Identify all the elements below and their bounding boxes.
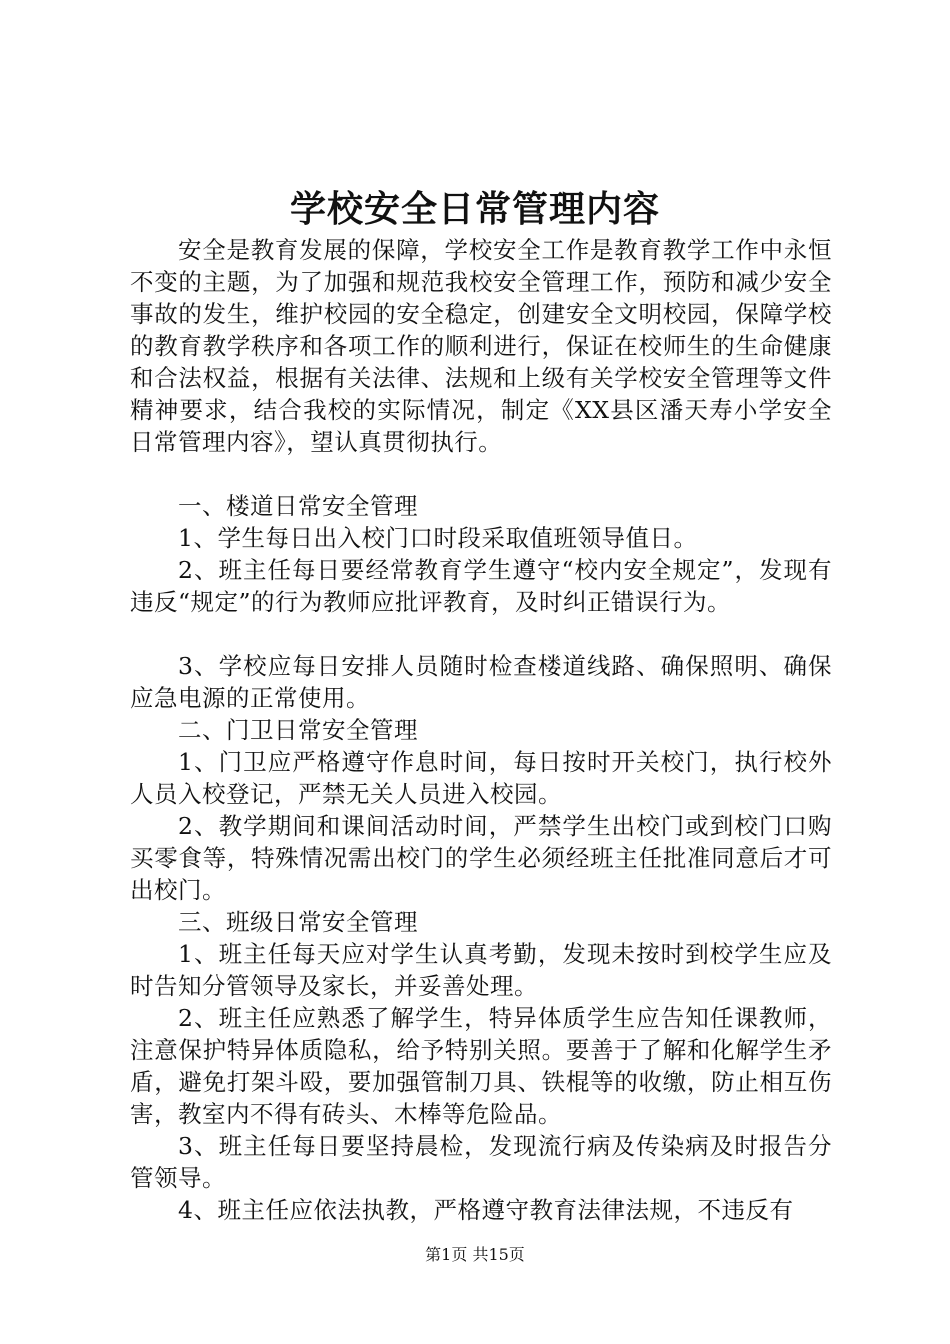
intro-paragraph: 安全是教育发展的保障，学校安全工作是教育教学工作中永恒不变的主题，为了加强和规范我校安全管理工作，预防和减少安全事故的发生，维护校园的安全稳定，创建安全文明校园，保障学校的教育教学秩序和各项工作的顺利进行，保证在校师生的生命健康和合法权益，根据有关法律、法规和上级有关学校安全管理等文件精神要求，结合我校的实际情况，制定《XX县区潘天寿小学安全日常管理内容》，望认真贯彻执行。 bbox=[130, 236, 832, 456]
page-footer: 第1页 共15页 bbox=[425, 1245, 525, 1264]
section-heading-3: 三、班级日常安全管理 bbox=[178, 908, 418, 936]
section-heading-1: 一、楼道日常安全管理 bbox=[178, 492, 418, 520]
document-body bbox=[130, 234, 832, 1226]
section-3-item-3: 3、班主任每日要坚持晨检，发现流行病及传染病及时报告分管领导。 bbox=[130, 1132, 832, 1192]
section-1-item-3: 3、学校应每日安排人员随时检查楼道线路、确保照明、确保应急电源的正常使用。 bbox=[130, 652, 832, 712]
section-heading-2: 二、门卫日常安全管理 bbox=[178, 716, 418, 744]
section-1-item-2: 2、班主任每日要经常教育学生遵守“校内安全规定”，发现有违反“规定”的行为教师应批评教育，及时纠正错误行为。 bbox=[130, 556, 832, 616]
section-3-item-1: 1、班主任每天应对学生认真考勤，发现未按时到校学生应及时告知分管领导及家长，并妥善处理。 bbox=[130, 940, 832, 1000]
section-1-item-1: 1、学生每日出入校门口时段采取值班领导值日。 bbox=[178, 524, 698, 552]
paragraph-gap bbox=[130, 618, 832, 650]
section-3-item-2: 2、班主任应熟悉了解学生，特异体质学生应告知任课教师，注意保护特异体质隐私，给予特别关照。要善于了解和化解学生矛盾，避免打架斗殴，要加强管制刀具、铁棍等的收缴，防止相互伤害，教室内不得有砖头、木棒等危险品。 bbox=[130, 1004, 832, 1128]
section-2-item-2: 2、教学期间和课间活动时间，严禁学生出校门或到校门口购买零食等，特殊情况需出校门的学生必须经班主任批准同意后才可出校门。 bbox=[130, 812, 832, 904]
section-2-item-1: 1、门卫应严格遵守作息时间，每日按时开关校门，执行校外人员入校登记，严禁无关人员进入校园。 bbox=[130, 748, 832, 808]
document-title: 学校安全日常管理内容 bbox=[289, 188, 660, 230]
paragraph-gap bbox=[130, 458, 832, 490]
section-3-item-4: 4、班主任应依法执教，严格遵守教育法律法规，不违反有 bbox=[178, 1196, 794, 1224]
